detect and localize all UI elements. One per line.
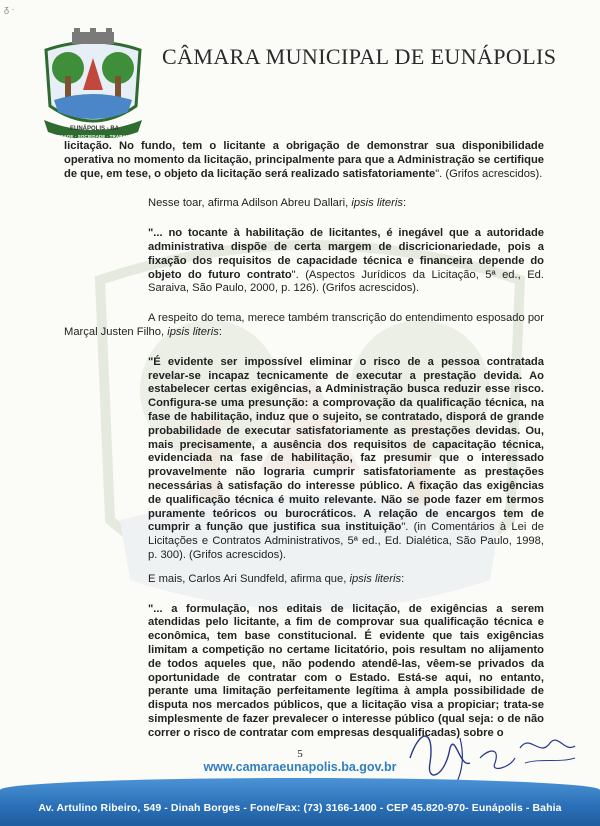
p4-colon: : [218, 325, 222, 338]
p2-colon: : [402, 197, 407, 210]
paragraph-4 [64, 312, 544, 340]
quote-dallari [64, 227, 544, 296]
p2-italic: ipsis literis [351, 197, 403, 210]
corner-mark: ᵹ · [4, 4, 15, 14]
paragraph-1 [64, 140, 544, 181]
paragraph-2 [64, 197, 544, 211]
p4-text: A respeito do tema, merece também transcrição do entendimento esposado por Marçal Justen Filho, [64, 312, 544, 338]
p2-text: Nesse toar, afirma Adilson Abreu Dallari, [148, 197, 352, 210]
document-body [64, 140, 544, 740]
paragraph-1-tail: ". (Grifos acrescidos). [435, 167, 543, 180]
quote-justen [64, 356, 544, 563]
p4-italic: ipsis literis [167, 325, 219, 338]
quote-justen-tail: ". (in Comentários à Lei de Licitações e Contratos Administrativos, 5ª ed., Ed. Dialética, São Paulo, 1998, p. 300). (Grifos acrescidos). [148, 521, 544, 561]
crest-city-label: EUNÁPOLIS - BA [70, 126, 120, 132]
page-number: 5 [297, 748, 303, 760]
page-title: CÂMARA MUNICIPAL DE EUNÁPOLIS [162, 44, 557, 69]
p6-italic: ipsis literis [349, 572, 402, 585]
footer-address: Av. Artulino Ribeiro, 549 - Dinah Borges - Fone/Fax: (73) 3166-1400 - CEP 45.820-970- Eunápolis - Bahia [38, 802, 562, 814]
crest-motto: LIBERDADE · SOCIEDADE · TRABALHO [46, 134, 136, 139]
paragraph-1-bold: licitação. No fundo, tem o licitante a obrigação de demonstrar sua disponibilidade operativa no momento da licitação, principalmente para que a Administração se certifique de que, em tese, o objeto da licitação será realizado satisfatoriamente [64, 140, 544, 180]
quote-sundfeld-bold: "... a formulação, nos editais de licitação, de exigências a serem atendidas pelo licitante, a fim de comprovar sua qualificação técnica e econômica, tem base constitucional. É evidente que tais exigências limitam a competição no certame licitatório, pois resultam no alijamento de todos aqueles que, não podendo atendê-las, vêem-se privados da oportunidade de contratar com o Estado. Está-se aqui, no entanto, perante uma limitação perfeitamente legítima à ampla possibilidade de disputa nos mercados públicos, que a licitação visa a propiciar; trata-se simplesmente de fazer prevalecer o interesse público (qual seja: o de não correr o risco de contratar com empresas desqualificadas) sobre o [148, 602, 544, 739]
paragraph-6 [64, 573, 544, 587]
website-link[interactable]: www.camaraeunapolis.ba.gov.br [203, 760, 397, 774]
quote-dallari-bold: "... no tocante à habilitação de licitantes, é inegável que a autoridade administrativa dispõe de certa margem de discricionariedade, pois a fixação dos requisitos de capacidade técnica e financeira depende do objeto do futuro contrato [148, 227, 544, 281]
quote-dallari-tail: ". (Aspectos Jurídicos da Licitação, 5ª ed., Ed. Saraiva, São Paulo, 2000, p. 126). (Grifos acrescidos). [148, 268, 545, 295]
p6-colon: : [401, 572, 405, 585]
municipal-crest-logo [38, 28, 148, 138]
quote-justen-bold: "É evidente ser impossível eliminar o risco de a pessoa contratada revelar-se incapaz tecnicamente de executar a prestação devida. Ao estabelecer certas exigências, a Administração busca reduzir esse risco. Configura-se uma presunção: a comprovação da qualificação técnica, na fase de habilitação, induz que o sujeito, se contratado, disporá de grande probabilidade de executar satisfatoriamente as prestações devidas. Ou, mais precisamente, a ausência dos requisitos de capacitação técnica, evidenciada na fase de habilitação, faz presumir que o interessado provavelmente não lograria cumprir satisfatoriamente as prestações necessárias à satisfação do interesse público. A fixação das exigências de qualificação técnica é muito relevante. Não se pode fazer em termos puramente teóricos ou burocráticos. A relação de encargos tem de cumprir a função que justifica sua instituição [148, 355, 544, 534]
p6-text: E mais, Carlos Ari Sundfeld, afirma que, [148, 572, 350, 585]
